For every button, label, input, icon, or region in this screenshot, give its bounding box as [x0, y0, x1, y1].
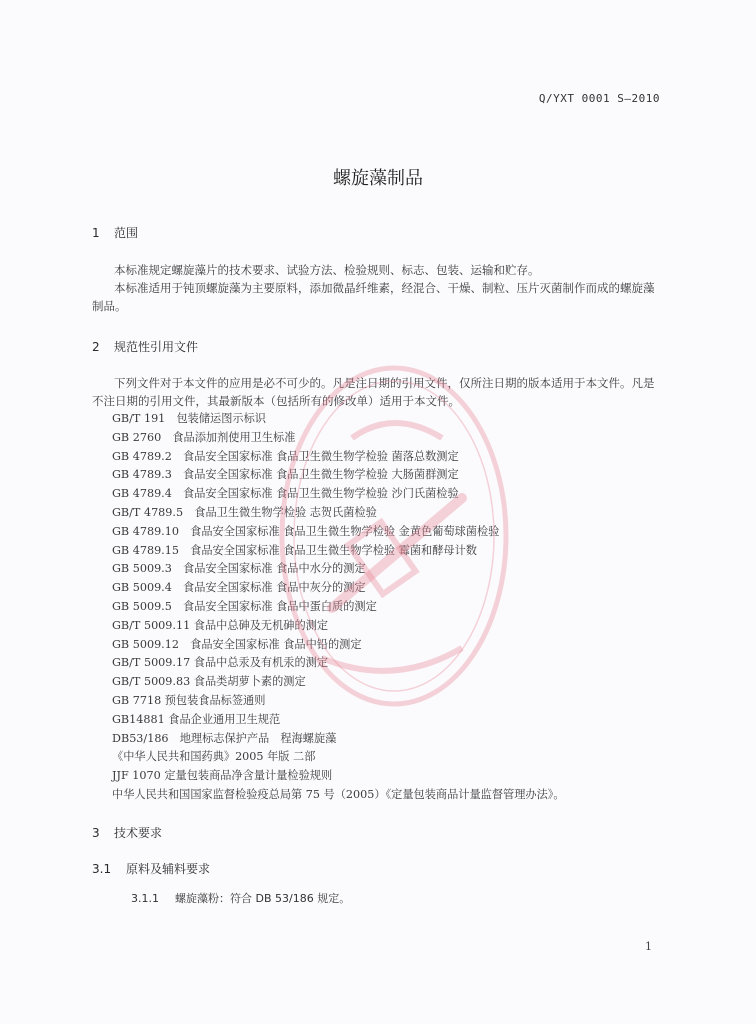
section-1-title: 范围	[114, 226, 139, 240]
clause-3-1-1-text: 螺旋藻粉：符合 DB 53/186 规定。	[175, 892, 351, 905]
section-2-heading	[92, 338, 198, 355]
section-2-number: 2	[92, 340, 100, 354]
subsection-3-1-title: 原料及辅料要求	[126, 862, 211, 876]
reference-item: GB 5009.3 食品安全国家标准 食品中水分的测定	[112, 562, 366, 576]
section-1-number: 1	[92, 226, 100, 240]
section-2-intro	[92, 374, 664, 410]
reference-item: GB 5009.5 食品安全国家标准 食品中蛋白质的测定	[112, 599, 377, 613]
reference-list	[112, 410, 672, 805]
clause-3-1-1	[131, 890, 350, 906]
section-3-title: 技术要求	[114, 826, 163, 840]
document-title: 螺旋藻制品	[333, 168, 423, 189]
page-number: 1	[645, 940, 652, 953]
reference-item: GB14881 食品企业通用卫生规范	[112, 712, 281, 726]
section-3-heading	[92, 824, 162, 841]
reference-item: 中华人民共和国国家监督检验疫总局第 75 号（2005）《定量包装商品计量监督管理办法》。	[112, 787, 565, 801]
reference-item: JJF 1070 定量包装商品净含量计量检验规则	[112, 769, 333, 783]
section-1-paragraph-1	[92, 261, 664, 279]
subsection-3-1-heading	[92, 860, 210, 877]
reference-item: GB 4789.15 食品安全国家标准 食品卫生微生物学检验 霉菌和酵母计数	[112, 543, 477, 557]
reference-item: GB 4789.2 食品安全国家标准 食品卫生微生物学检验 菌落总数测定	[112, 449, 459, 463]
reference-item: GB 4789.4 食品安全国家标准 食品卫生微生物学检验 沙门氏菌检验	[112, 487, 459, 501]
reference-item: GB 4789.10 食品安全国家标准 食品卫生微生物学检验 金黄色葡萄球菌检验	[112, 524, 500, 538]
reference-item: GB/T 5009.17 食品中总汞及有机汞的测定	[112, 656, 329, 670]
reference-item: GB 2760 食品添加剂使用卫生标准	[112, 430, 296, 444]
reference-item: GB 5009.12 食品安全国家标准 食品中铅的测定	[112, 637, 362, 651]
clause-3-1-1-number: 3.1.1	[131, 892, 159, 905]
subsection-3-1-number: 3.1	[92, 862, 112, 876]
section-1-paragraph-2	[92, 279, 664, 315]
section-1-paragraph-2-text: 本标准适用于钝顶螺旋藻为主要原料，添加微晶纤维素，经混合、干燥、制粒、压片灭菌制作而成的螺旋藻制品。	[92, 281, 655, 313]
document-code: Q/YXT 0001 S—2010	[538, 92, 660, 105]
section-2-title: 规范性引用文件	[114, 340, 199, 354]
reference-item: GB 5009.4 食品安全国家标准 食品中灰分的测定	[112, 581, 366, 595]
reference-item: 《中华人民共和国药典》2005 年版 二部	[112, 750, 316, 764]
section-1-heading	[92, 224, 138, 241]
reference-item: GB/T 5009.83 食品类胡萝卜素的测定	[112, 675, 306, 689]
reference-item: GB 7718 预包装食品标签通则	[112, 693, 266, 707]
section-3-number: 3	[92, 826, 100, 840]
section-2-intro-text: 下列文件对于本文件的应用是必不可少的。凡是注日期的引用文件，仅所注日期的版本适用于本文件。凡是不注日期的引用文件，其最新版本（包括所有的修改单）适用于本文件。	[92, 376, 655, 408]
section-1-paragraph-1-text: 本标准规定螺旋藻片的技术要求、试验方法、检验规则、标志、包装、运输和贮存。	[114, 263, 540, 277]
reference-item: GB/T 5009.11 食品中总砷及无机砷的测定	[112, 618, 329, 632]
reference-item: DB53/186 地理标志保护产品 程海螺旋藻	[112, 731, 337, 745]
reference-item: GB/T 191 包装储运图示标识	[112, 412, 266, 425]
reference-item: GB 4789.3 食品安全国家标准 食品卫生微生物学检验 大肠菌群测定	[112, 468, 459, 482]
reference-item: GB/T 4789.5 食品卫生微生物学检验 志贺氏菌检验	[112, 505, 377, 519]
